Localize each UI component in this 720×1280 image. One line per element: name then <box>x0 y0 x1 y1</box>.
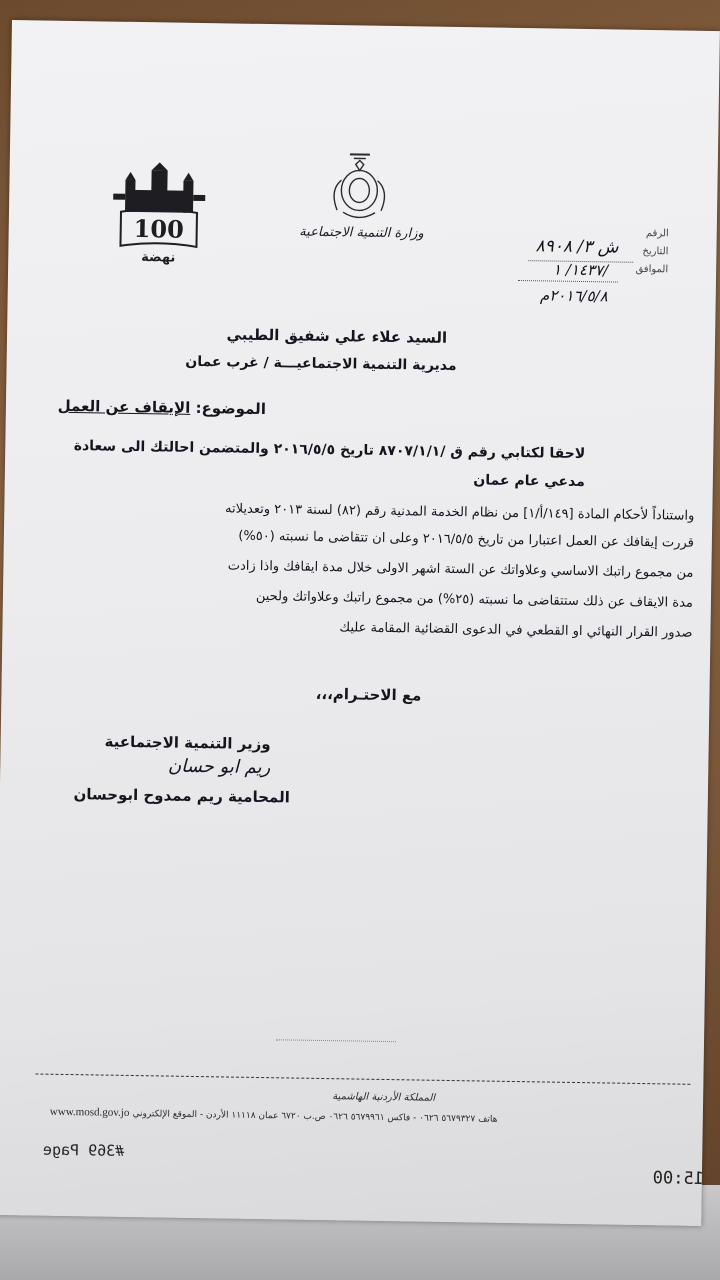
corresp-label: الموافق <box>635 263 669 276</box>
footer-kingdom: المملكة الأردنية الهاشمية <box>332 1091 436 1104</box>
ministry-name: وزارة التنمية الاجتماعية <box>299 224 424 242</box>
body-line-5: من مجموع راتبك الاساسي وعلاواتك عن الستة اشهر الاولى خلال مدة ايقافك واذا زادت <box>227 558 694 581</box>
jordan-coat-of-arms-icon <box>319 150 400 226</box>
date-label: التاريخ <box>642 245 669 258</box>
body-line-3: واستناداً لأحكام المادة [١٤٩/أ/١] من نظام الخدمة المدنية رقم (٨٢) لسنة ٢٠١٣ وتعديلاته <box>224 501 695 524</box>
footer-contact-row <box>50 1106 700 1128</box>
body-line-1: لاحقا لكتابي رقم ق /٨٧٠٧/١/١ تاريخ ٢٠١٦/٥/٥ والمتضمن احالتك الى سعادة <box>73 438 586 463</box>
faint-mark <box>276 1039 396 1042</box>
date-value: ١٤٣٧/ ١/ <box>552 260 609 280</box>
fax-page-stamp: #369 Page <box>42 1140 125 1160</box>
subject-label: الموضوع: <box>195 398 267 419</box>
centennial-logo <box>110 162 208 273</box>
letter-page <box>0 20 720 1226</box>
signatory-title: وزير التنمية الاجتماعية <box>104 732 271 754</box>
body-line-4: قررت إيقافك عن العمل اعتبارا من تاريخ ٢٠١٦/٥/٥ وعلى ان تتقاضى ما نسبته (٥٠%) <box>238 528 694 551</box>
body-line-2: مدعي عام عمان <box>473 472 585 491</box>
ref-label: الرقم <box>645 227 669 240</box>
body-line-6: مدة الايقاف عن ذلك ستتقاضى ما نسبته (٢٥%) من مجموع راتبك وعلاواتك ولحين <box>255 588 694 611</box>
signature-handwriting: ريم ابو حسان <box>167 755 271 779</box>
footer-divider <box>35 1073 690 1084</box>
ref-value: ش ٣/ ٨٩٠٨ <box>535 236 619 258</box>
corresp-value: ٢٠١٦/٥/٨م <box>539 286 608 306</box>
logo-number: 100 <box>133 213 185 244</box>
date-underline <box>518 280 618 283</box>
fax-time-stamp: 15:00 <box>652 1168 705 1190</box>
body-line-7: صدور القرار النهائي او القطعي في الدعوى القضائية المقامة عليك <box>339 620 693 641</box>
subject-line <box>46 393 266 422</box>
recipient-directorate: مديرية التنمية الاجتماعيـــة / غرب عمان <box>185 353 457 375</box>
footer-website: www.mosd.gov.jo <box>49 1105 130 1119</box>
footer-contact: هاتف ٥٦٧٩٣٢٧ ٠٦٢٦ - فاكس ٥٦٧٩٩٦١ ٠٦٢٦ ص.ب ٦٧٢٠ عمان ١١١١٨ الأردن - الموقع الإلكتروني <box>132 1109 498 1125</box>
logo-tagline: نهضة <box>141 250 176 266</box>
closing: مع الاحتـرام،،، <box>315 684 422 705</box>
recipient-name: السيد علاء علي شفيق الطيبي <box>226 325 448 347</box>
subject-value: الإيقاف عن العمل <box>57 396 191 417</box>
signatory-name: المحامية ريم ممدوح ابوحسان <box>73 785 290 807</box>
